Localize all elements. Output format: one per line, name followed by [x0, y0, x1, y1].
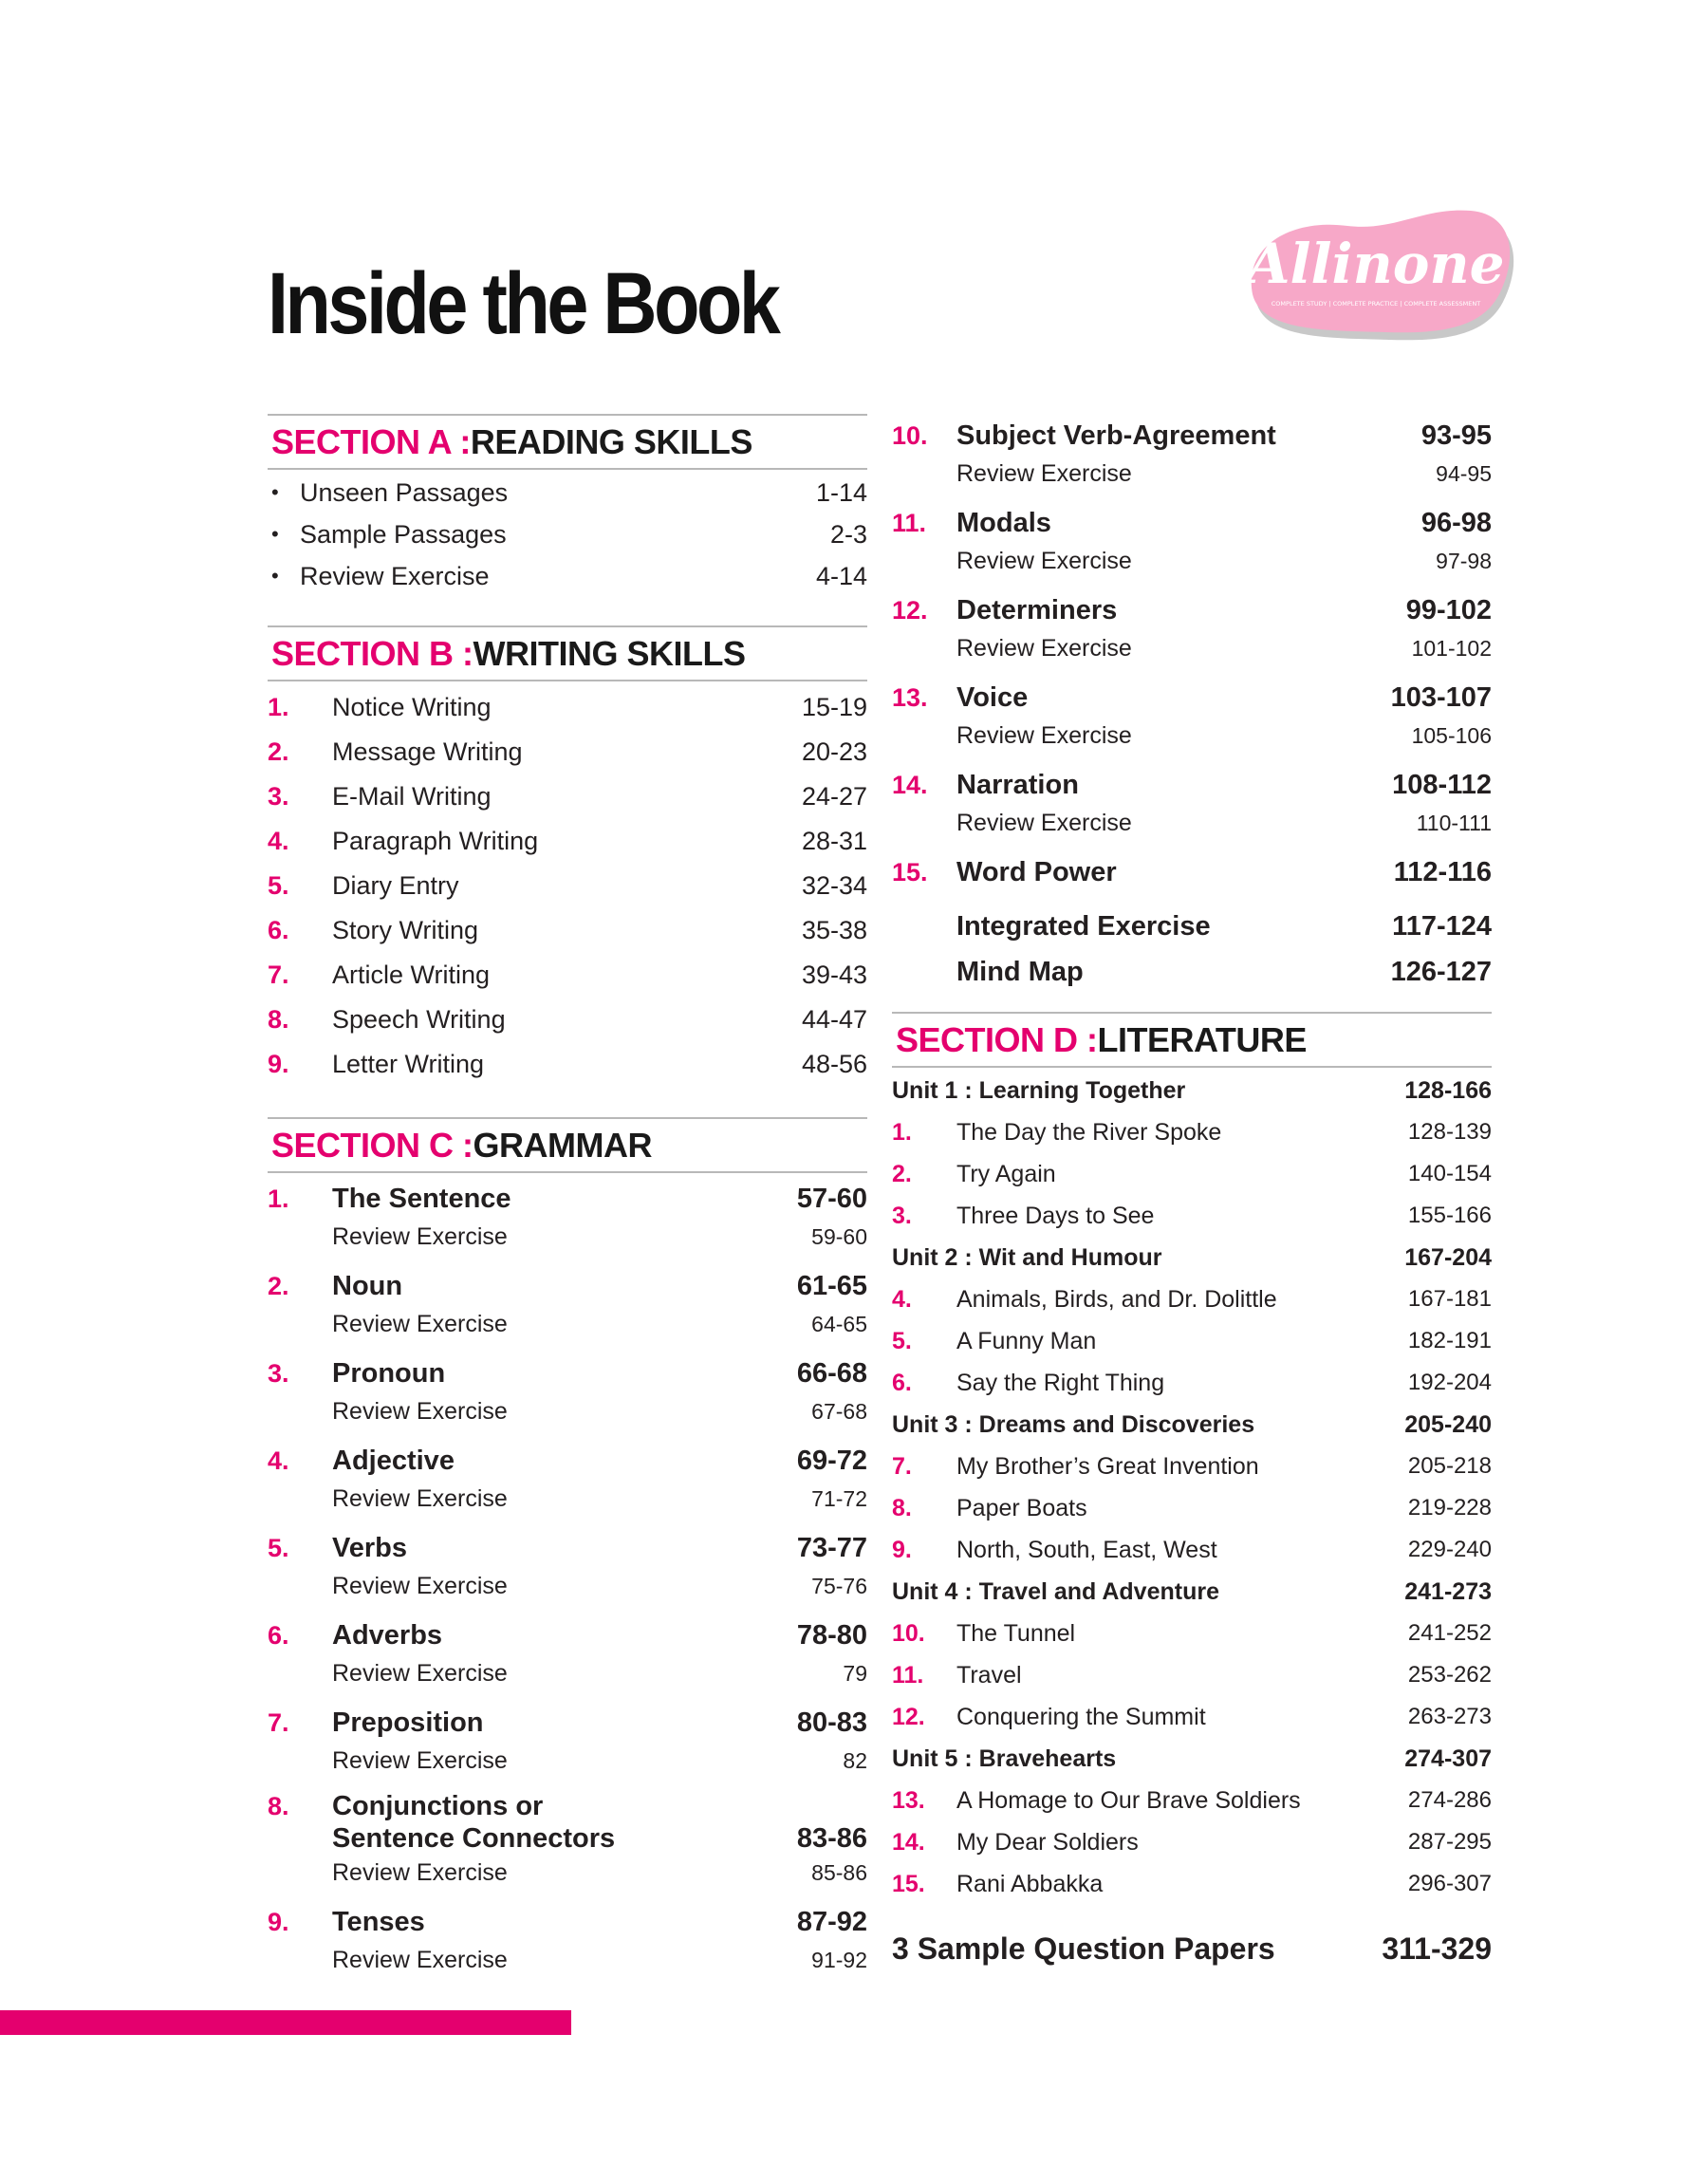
- page-range: 241-252: [1407, 1620, 1492, 1646]
- item-number: 12.: [892, 1703, 925, 1730]
- item-label: Review Exercise: [332, 1484, 508, 1512]
- item-label: Review Exercise: [332, 1572, 508, 1599]
- reading-item: [268, 513, 867, 555]
- page-range: 241-273: [1404, 1577, 1492, 1605]
- item-number: 4.: [892, 1285, 912, 1313]
- section-b-header: [268, 625, 867, 681]
- literature-chapter: [892, 1654, 1492, 1696]
- item-label: Conjunctions or: [332, 1790, 544, 1821]
- item-label: My Brother’s Great Invention: [956, 1452, 1259, 1480]
- item-label: Diary Entry: [332, 871, 459, 900]
- item-label: Conquering the Summit: [956, 1703, 1206, 1730]
- item-label: Review Exercise: [332, 1946, 508, 1973]
- item-number: 8.: [268, 1005, 289, 1034]
- section-d-header: [892, 1012, 1492, 1068]
- item-label: Review Exercise: [956, 809, 1132, 836]
- section-name: WRITING SKILLS: [473, 633, 746, 673]
- item-number: 11.: [892, 1661, 924, 1689]
- page-range: 108-112: [1392, 769, 1492, 800]
- unit-label: Unit 4 : Travel and Adventure: [892, 1577, 1219, 1605]
- item-number: 7.: [892, 1452, 912, 1480]
- grammar-item: [268, 1615, 867, 1655]
- item-label: Integrated Exercise: [956, 910, 1211, 942]
- item-number: 6.: [892, 1369, 912, 1396]
- grammar-item: [892, 678, 1492, 718]
- item-label: Review Exercise: [332, 1310, 508, 1337]
- item-number: 5.: [268, 1533, 289, 1562]
- page-range: 140-154: [1407, 1161, 1492, 1186]
- section-c-header: [268, 1117, 867, 1173]
- item-label: Adverbs: [332, 1619, 443, 1651]
- literature-chapter: [892, 1278, 1492, 1320]
- page-range: 80-83: [796, 1707, 867, 1738]
- page-range: 75-76: [811, 1573, 867, 1598]
- writing-item: [268, 953, 867, 998]
- item-label-line2: Sentence Connectors: [332, 1822, 616, 1854]
- item-label: Subject Verb-Agreement: [956, 420, 1276, 451]
- item-label: E-Mail Writing: [332, 782, 492, 811]
- item-label: Review Exercise: [956, 547, 1132, 574]
- literature-chapter: [892, 1487, 1492, 1529]
- literature-chapter: [892, 1821, 1492, 1863]
- page-range: 82: [843, 1747, 867, 1773]
- item-number: 5.: [268, 871, 289, 900]
- page-range: 219-228: [1407, 1495, 1492, 1521]
- item-label: My Dear Soldiers: [956, 1828, 1139, 1856]
- item-label: A Funny Man: [956, 1327, 1097, 1354]
- item-number: 9.: [268, 1050, 289, 1078]
- review-exercise: [268, 1942, 867, 1978]
- item-number: 9.: [268, 1907, 289, 1936]
- toc-left-column: [268, 414, 867, 1989]
- literature-chapter: [892, 1446, 1492, 1487]
- unit-label: Unit 2 : Wit and Humour: [892, 1243, 1162, 1271]
- item-label: Review Exercise: [332, 1746, 508, 1774]
- page-range: 4-14: [815, 561, 867, 590]
- page-range: 128-166: [1404, 1076, 1492, 1104]
- page-range: 15-19: [801, 693, 867, 721]
- page-range: 59-60: [811, 1223, 867, 1249]
- review-exercise: [268, 1393, 867, 1429]
- footer-accent-bar: [0, 2010, 571, 2035]
- grammar-item: [268, 1441, 867, 1481]
- grammar-extra: [892, 949, 1492, 995]
- item-number: 12.: [892, 595, 928, 625]
- page-range: 110-111: [1416, 810, 1492, 835]
- page-range: 253-262: [1407, 1662, 1492, 1688]
- unit-label: Unit 5 : Bravehearts: [892, 1745, 1117, 1772]
- page-range: 69-72: [796, 1445, 867, 1476]
- item-label: Rani Abbakka: [956, 1870, 1104, 1897]
- item-label: 3 Sample Question Papers: [892, 1931, 1275, 1966]
- review-exercise: [268, 1219, 867, 1255]
- page-range: 105-106: [1411, 722, 1492, 748]
- literature-chapter: [892, 1529, 1492, 1571]
- page-range: 97-98: [1436, 548, 1492, 573]
- item-label: Story Writing: [332, 916, 479, 944]
- page-range: 32-34: [801, 871, 867, 900]
- writing-item: [268, 819, 867, 864]
- item-label: Speech Writing: [332, 1005, 506, 1034]
- logo-tagline: COMPLETE STUDY | COMPLETE PRACTICE | COMPLETE ASSESSMENT: [1271, 300, 1481, 308]
- item-label: Review Exercise: [332, 1858, 508, 1886]
- item-label: A Homage to Our Brave Soldiers: [956, 1786, 1301, 1814]
- page-range: 64-65: [811, 1311, 867, 1336]
- item-label: The Day the River Spoke: [956, 1118, 1222, 1146]
- item-label: Review Exercise: [956, 459, 1132, 487]
- page-range: 126-127: [1390, 956, 1492, 987]
- page-range: 28-31: [801, 827, 867, 855]
- item-label: Narration: [956, 769, 1079, 800]
- grammar-item: [268, 1703, 867, 1743]
- item-label: Voice: [956, 681, 1029, 713]
- review-exercise: [268, 1743, 867, 1779]
- page-range: 128-139: [1407, 1119, 1492, 1145]
- item-number: 15.: [892, 857, 928, 886]
- item-label: Paper Boats: [956, 1494, 1087, 1521]
- page-range: 229-240: [1407, 1537, 1492, 1562]
- item-number: 15.: [892, 1870, 925, 1897]
- item-label: Word Power: [956, 856, 1117, 887]
- review-exercise: [892, 805, 1492, 841]
- page-range: 78-80: [796, 1619, 867, 1651]
- item-label: Noun: [332, 1270, 403, 1301]
- writing-item: [268, 1042, 867, 1087]
- page-range: 112-116: [1393, 856, 1492, 887]
- item-label: Letter Writing: [332, 1050, 485, 1078]
- item-number: 14.: [892, 770, 928, 799]
- item-number: 4.: [268, 827, 289, 855]
- section-a-header: [268, 414, 867, 470]
- page-range: 91-92: [811, 1947, 867, 1972]
- page-range: 155-166: [1407, 1203, 1492, 1228]
- item-label: Review Exercise: [332, 1659, 508, 1687]
- page-range: 48-56: [801, 1050, 867, 1078]
- grammar-item: [268, 1790, 867, 1822]
- page-range: 20-23: [801, 737, 867, 766]
- bullet: •: [271, 522, 279, 546]
- item-number: 1.: [892, 1118, 912, 1146]
- item-label: The Sentence: [332, 1183, 511, 1214]
- page-range: 117-124: [1392, 910, 1492, 942]
- item-number: 4.: [268, 1446, 289, 1475]
- page-range: 274-286: [1407, 1787, 1492, 1813]
- item-label: Try Again: [956, 1160, 1056, 1187]
- item-number: 11.: [892, 508, 927, 537]
- item-number: 5.: [892, 1327, 912, 1354]
- grammar-item: [268, 1528, 867, 1568]
- item-label: North, South, East, West: [956, 1536, 1217, 1563]
- page-range: 263-273: [1407, 1704, 1492, 1729]
- item-number: 7.: [268, 1707, 289, 1737]
- item-number: 8.: [268, 1791, 289, 1820]
- item-label: The Tunnel: [956, 1619, 1076, 1647]
- page-range: 296-307: [1407, 1871, 1492, 1896]
- grammar-item-cont: [268, 1822, 867, 1855]
- review-exercise: [892, 718, 1492, 754]
- grammar-item: [892, 765, 1492, 805]
- literature-chapter: [892, 1320, 1492, 1362]
- item-label: Travel: [956, 1661, 1022, 1689]
- grammar-item: [268, 1353, 867, 1393]
- item-label: Mind Map: [956, 956, 1084, 987]
- item-number: 2.: [892, 1160, 912, 1187]
- page-range: 39-43: [801, 961, 867, 989]
- item-label: Message Writing: [332, 737, 523, 766]
- item-label: Adjective: [332, 1445, 455, 1476]
- page-range: 66-68: [796, 1357, 867, 1389]
- item-label: Review Exercise: [332, 1222, 508, 1250]
- page-range: 44-47: [801, 1005, 867, 1034]
- unit-heading: [892, 1070, 1492, 1111]
- item-number: 1.: [268, 693, 289, 721]
- item-number: 3.: [892, 1202, 912, 1229]
- review-exercise: [892, 456, 1492, 492]
- page-range: 103-107: [1390, 681, 1492, 713]
- page-range: 287-295: [1407, 1829, 1492, 1855]
- review-exercise: [268, 1655, 867, 1691]
- item-label: Tenses: [332, 1906, 425, 1937]
- writing-item: [268, 908, 867, 953]
- review-exercise: [268, 1855, 867, 1891]
- literature-chapter: [892, 1362, 1492, 1404]
- grammar-item: [268, 1266, 867, 1306]
- page-range: 85-86: [811, 1859, 867, 1885]
- page-range: 87-92: [796, 1906, 867, 1937]
- page-range: 96-98: [1420, 507, 1492, 538]
- item-label: Article Writing: [332, 961, 491, 989]
- page-range: 2-3: [829, 519, 867, 549]
- item-number: 8.: [892, 1494, 912, 1521]
- literature-chapter: [892, 1195, 1492, 1237]
- toc-right-column: [892, 414, 1492, 1969]
- unit-label: Unit 1 : Learning Together: [892, 1076, 1186, 1104]
- unit-label: Unit 3 : Dreams and Discoveries: [892, 1410, 1255, 1438]
- item-label: Modals: [956, 507, 1051, 538]
- page-range: 71-72: [811, 1485, 867, 1511]
- unit-heading: [892, 1237, 1492, 1278]
- page-range: 79: [843, 1660, 867, 1686]
- grammar-item: [892, 416, 1492, 456]
- literature-chapter: [892, 1111, 1492, 1153]
- item-label: Preposition: [332, 1707, 484, 1738]
- literature-chapter: [892, 1780, 1492, 1821]
- item-label: Review Exercise: [956, 721, 1132, 749]
- item-number: 6.: [268, 916, 289, 944]
- bullet: •: [271, 564, 279, 588]
- item-number: 2.: [268, 737, 289, 766]
- item-label: Sample Passages: [300, 519, 507, 549]
- grammar-extra: [892, 904, 1492, 949]
- page-range: 101-102: [1411, 635, 1492, 661]
- item-label: Unseen Passages: [300, 477, 509, 507]
- item-label: Three Days to See: [956, 1202, 1155, 1229]
- page-range: 167-204: [1404, 1243, 1492, 1271]
- reading-item: [268, 472, 867, 513]
- section-prefix: SECTION B :: [271, 633, 473, 673]
- grammar-item: [892, 590, 1492, 630]
- section-name: LITERATURE: [1097, 1019, 1307, 1059]
- writing-item: [268, 685, 867, 730]
- page-range: 57-60: [796, 1183, 867, 1214]
- page-range: 205-218: [1407, 1453, 1492, 1479]
- grammar-item: [268, 1179, 867, 1219]
- writing-item: [268, 774, 867, 819]
- item-label: Animals, Birds, and Dr. Dolittle: [956, 1285, 1277, 1313]
- allinone-logo: [1234, 190, 1518, 351]
- sample-papers: [892, 1928, 1492, 1969]
- bullet: •: [271, 480, 279, 504]
- page-range: 24-27: [801, 782, 867, 811]
- writing-item: [268, 864, 867, 908]
- section-prefix: SECTION D :: [896, 1019, 1098, 1059]
- item-label: Say the Right Thing: [956, 1369, 1165, 1396]
- page-title: Inside the Book: [268, 255, 778, 352]
- writing-item: [268, 730, 867, 774]
- page-range: 61-65: [796, 1270, 867, 1301]
- item-label: Review Exercise: [300, 561, 490, 590]
- page-range: 67-68: [811, 1398, 867, 1424]
- item-number: 9.: [892, 1536, 912, 1563]
- reading-item: [268, 555, 867, 597]
- review-exercise: [892, 630, 1492, 666]
- item-label: Review Exercise: [956, 634, 1132, 662]
- item-number: 1.: [268, 1184, 289, 1213]
- literature-chapter: [892, 1863, 1492, 1905]
- item-number: 3.: [268, 1358, 289, 1388]
- page-range: 73-77: [796, 1532, 867, 1563]
- grammar-item: [268, 1902, 867, 1942]
- page-range: 99-102: [1405, 594, 1492, 625]
- page-range: 192-204: [1407, 1370, 1492, 1395]
- section-prefix: SECTION C :: [271, 1125, 473, 1165]
- literature-chapter: [892, 1696, 1492, 1738]
- grammar-item: [892, 852, 1492, 892]
- item-label: Notice Writing: [332, 693, 492, 721]
- page-range: 182-191: [1407, 1328, 1492, 1353]
- logo-wordmark: Allinone: [1247, 232, 1505, 296]
- unit-heading: [892, 1571, 1492, 1613]
- page-range: 1-14: [815, 477, 867, 507]
- item-number: 14.: [892, 1828, 925, 1856]
- section-prefix: SECTION A :: [271, 421, 471, 461]
- page-range: 35-38: [801, 916, 867, 944]
- item-number: 10.: [892, 1619, 925, 1647]
- item-label: Verbs: [332, 1532, 407, 1563]
- literature-chapter: [892, 1613, 1492, 1654]
- section-name: GRAMMAR: [473, 1125, 652, 1165]
- writing-item: [268, 998, 867, 1042]
- review-exercise: [892, 543, 1492, 579]
- page-range: 205-240: [1404, 1410, 1492, 1438]
- review-exercise: [268, 1306, 867, 1342]
- item-number: 3.: [268, 782, 289, 811]
- review-exercise: [268, 1568, 867, 1604]
- item-number: 7.: [268, 961, 289, 989]
- page-range: 83-86: [796, 1822, 867, 1854]
- item-number: 2.: [268, 1271, 289, 1300]
- item-number: 13.: [892, 682, 928, 712]
- unit-heading: [892, 1738, 1492, 1780]
- item-label: Determiners: [956, 594, 1118, 625]
- item-label: Review Exercise: [332, 1397, 508, 1425]
- page-range: 311-329: [1382, 1931, 1492, 1966]
- item-number: 10.: [892, 420, 928, 450]
- item-number: 13.: [892, 1786, 925, 1814]
- page-range: 167-181: [1407, 1286, 1492, 1312]
- item-label: Paragraph Writing: [332, 827, 539, 855]
- grammar-item: [892, 503, 1492, 543]
- item-number: 6.: [268, 1620, 289, 1650]
- page-range: 274-307: [1404, 1745, 1492, 1772]
- item-label: Pronoun: [332, 1357, 446, 1389]
- literature-chapter: [892, 1153, 1492, 1195]
- page-range: 94-95: [1436, 460, 1492, 486]
- review-exercise: [268, 1481, 867, 1517]
- section-name: READING SKILLS: [470, 421, 752, 461]
- page-range: 93-95: [1420, 420, 1492, 451]
- unit-heading: [892, 1404, 1492, 1446]
